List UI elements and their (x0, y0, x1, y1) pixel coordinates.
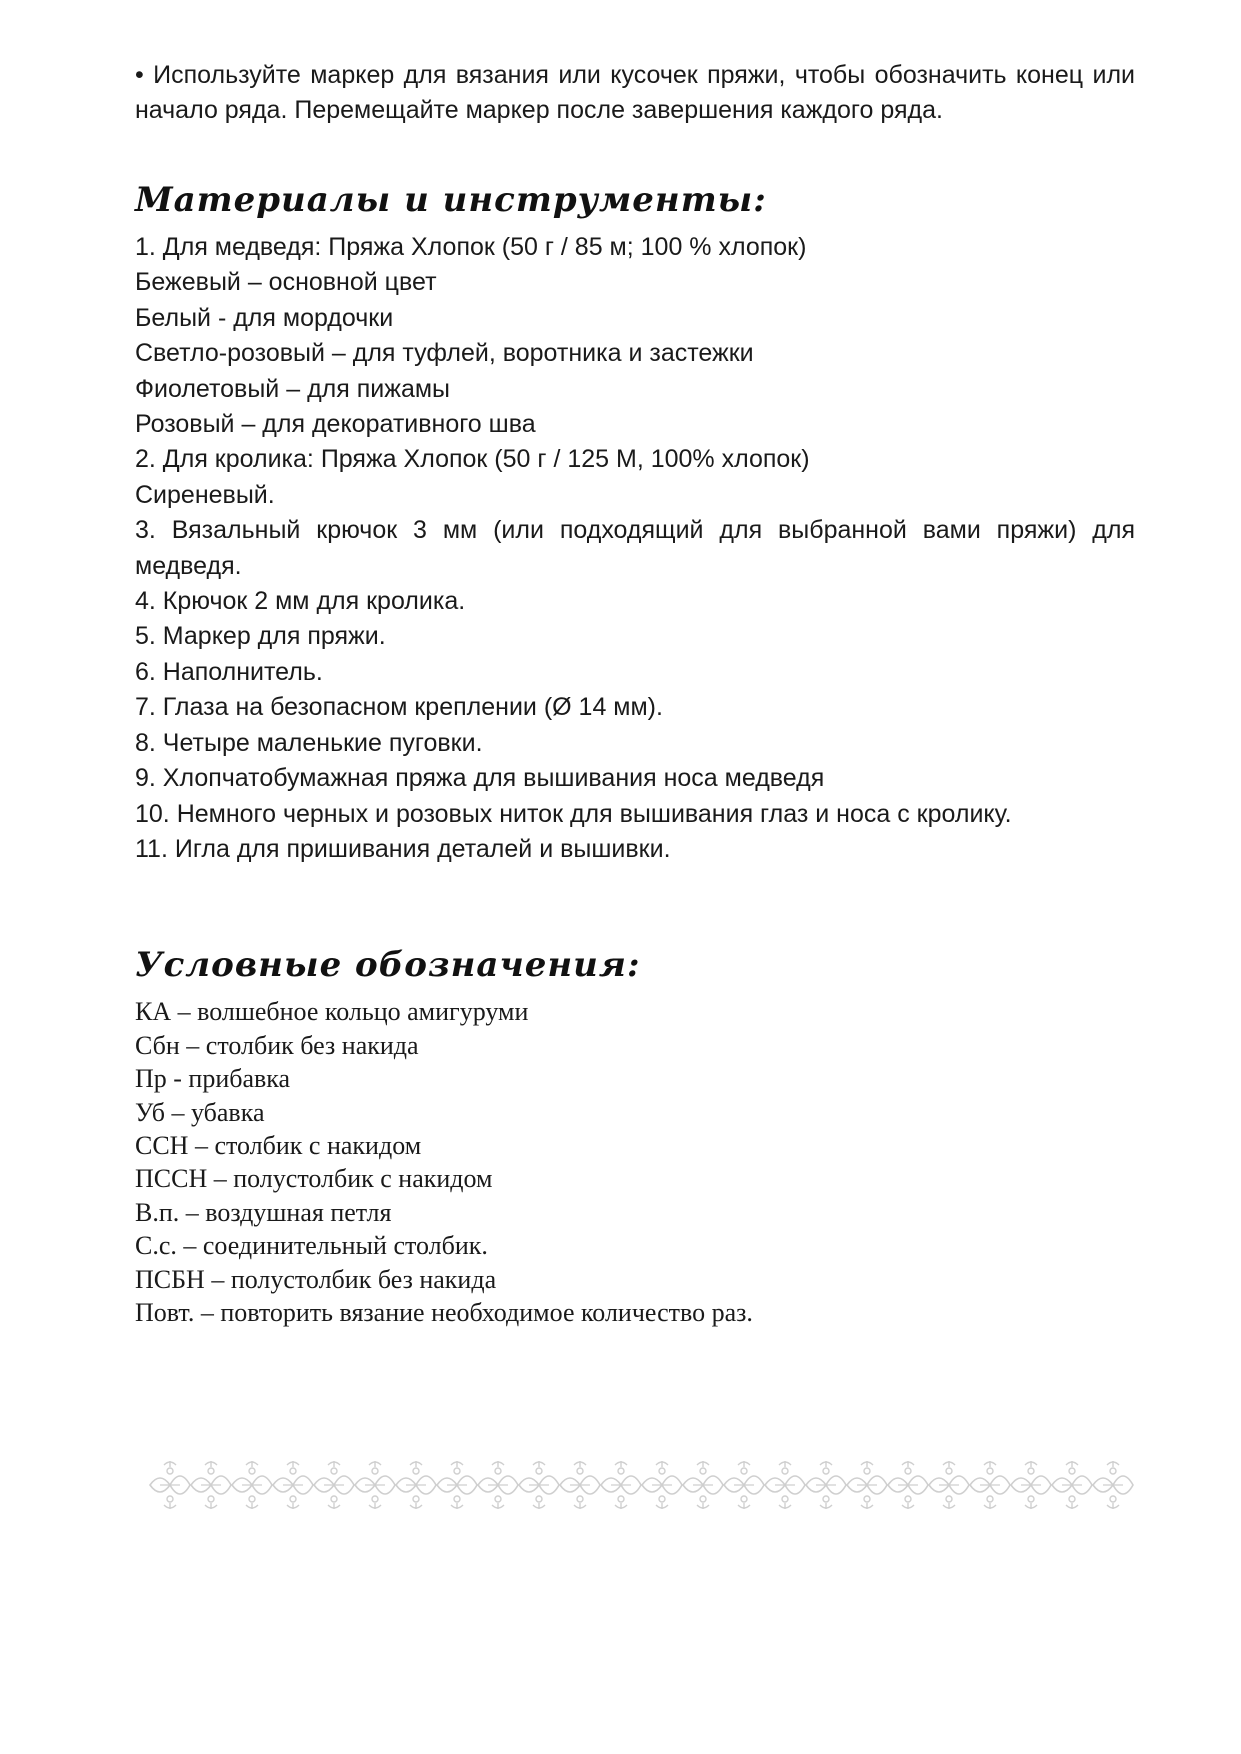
lace-motif-icon (929, 1461, 969, 1509)
lace-motif-icon (1011, 1461, 1051, 1509)
lace-motif-icon (437, 1461, 477, 1509)
lace-motif-icon (683, 1461, 723, 1509)
abbreviation-line: Пр - прибавка (135, 1064, 291, 1094)
lace-motif-icon (765, 1461, 805, 1509)
lace-motif-icon (888, 1461, 928, 1509)
abbreviation-line: С.с. – соединительный столбик. (135, 1231, 488, 1261)
abbreviation-line: Уб – убавка (135, 1097, 265, 1127)
abbreviation-line: Сбн – столбик без накида (135, 1030, 419, 1060)
lace-motif-icon (191, 1461, 231, 1509)
materials-line: 8. Четыре маленькие пуговки. (135, 728, 483, 757)
lace-motif-icon (847, 1461, 887, 1509)
document-page (135, 58, 1135, 1329)
materials-line: 4. Крючок 2 мм для кролика. (135, 587, 466, 616)
materials-line: Фиолетовый – для пижамы (135, 374, 451, 403)
materials-line: Розовый – для декоративного шва (135, 410, 536, 439)
abbreviation-line: ССН – столбик с накидом (135, 1130, 422, 1160)
materials-line: 11. Игла для пришивания деталей и вышивки. (135, 834, 671, 863)
materials-line: Белый - для мордочки (135, 303, 394, 332)
lace-motif-icon (232, 1461, 272, 1509)
materials-line: 2. Для кролика: Пряжа Хлопок (50 г / 125 М, 100% хлопок) (135, 445, 810, 474)
lace-motif-icon (150, 1461, 190, 1509)
materials-line: Светло-розовый – для туфлей, воротника и застежки (135, 339, 754, 368)
abbreviations-list (135, 995, 1135, 1329)
lace-motif-icon (1093, 1461, 1133, 1509)
lace-motif-icon (724, 1461, 764, 1509)
materials-line: Бежевый – основной цвет (135, 268, 437, 297)
lace-motif-icon (642, 1461, 682, 1509)
lace-motif-icon (560, 1461, 600, 1509)
abbreviation-line: Повт. – повторить вязание необходимое количество раз. (135, 1297, 753, 1327)
materials-line: Сиреневый. (135, 480, 275, 509)
lace-motif-icon (1052, 1461, 1092, 1509)
materials-line: 3. Вязальный крючок 3 мм (или подходящий для выбранной вами пряжи) для медведя. (135, 516, 1135, 580)
abbreviation-line: В.п. – воздушная петля (135, 1197, 392, 1227)
lace-motif-icon (273, 1461, 313, 1509)
lace-motif-icon (314, 1461, 354, 1509)
lace-motif-icon (478, 1461, 518, 1509)
marker-tip-paragraph: • Используйте маркер для вязания или кусочек пряжи, чтобы обозначить конец или начало ряда. Перемещайте маркер после завершения каждого ряда. (135, 61, 1135, 124)
lace-motif-icon (519, 1461, 559, 1509)
lace-motif-icon (806, 1461, 846, 1509)
lace-motif-icon (355, 1461, 395, 1509)
lace-motif-icon (970, 1461, 1010, 1509)
materials-heading: Материалы и инструменты: (135, 180, 767, 220)
abbreviation-line: КА – волшебное кольцо амигуруми (135, 997, 529, 1027)
abbreviations-heading: Условные обозначения: (135, 945, 641, 986)
materials-line: 9. Хлопчатобумажная пряжа для вышивания носа медведя (135, 764, 825, 793)
abbreviation-line: ПСБН – полустолбик без накида (135, 1264, 497, 1294)
abbreviation-line: ПССН – полустолбик с накидом (135, 1164, 493, 1194)
materials-list (135, 230, 1135, 867)
materials-line: 6. Наполнитель. (135, 657, 323, 686)
materials-line: 1. Для медведя: Пряжа Хлопок (50 г / 85 м; 100 % хлопок) (135, 233, 807, 261)
materials-line: 10. Немного черных и розовых ниток для вышивания глаз и носа с кролику. (135, 799, 1012, 828)
lace-ornament-border-icon (145, 1455, 1135, 1515)
materials-line: 5. Маркер для пряжи. (135, 622, 386, 651)
lace-motif-icon (396, 1461, 436, 1509)
lace-motif-icon (601, 1461, 641, 1509)
materials-line: 7. Глаза на безопасном креплении (Ø 14 мм). (135, 693, 663, 722)
